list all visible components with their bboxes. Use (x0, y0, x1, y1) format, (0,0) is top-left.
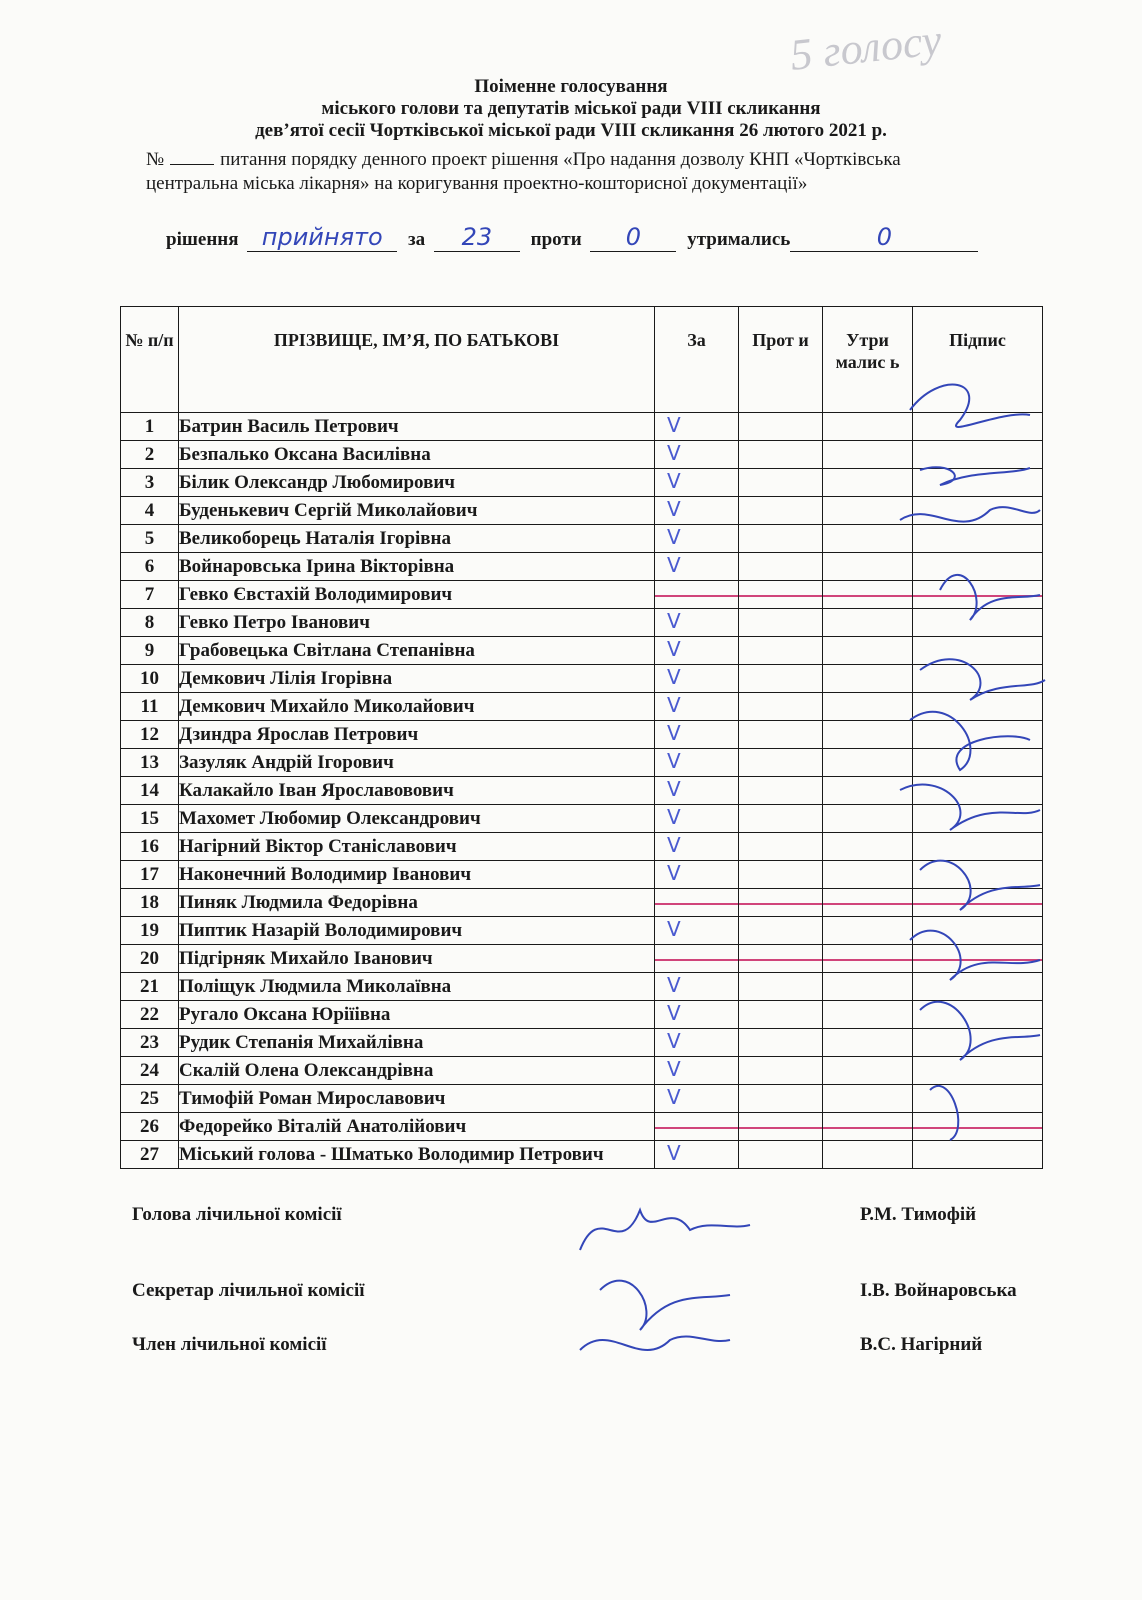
signature-cell (913, 693, 1043, 721)
row-name: Ругало Оксана Юріїівна (179, 1001, 655, 1029)
vote-tick-mark: V (667, 497, 681, 521)
item-number-prefix: № (146, 149, 165, 170)
row-number: 8 (121, 609, 179, 637)
vote-for-cell (655, 1113, 739, 1141)
vote-against-cell (739, 1085, 823, 1113)
row-number: 9 (121, 637, 179, 665)
vote-tick-mark: V (667, 973, 681, 997)
row-name: Наконечний Володимир Іванович (179, 861, 655, 889)
vote-abstain-cell (823, 441, 913, 469)
row-name: Калакайло Іван Ярославовович (179, 777, 655, 805)
agenda-item-text-1: питання порядку денного проект рішення «Про надання дозволу КНП «Чортківська (220, 149, 901, 170)
vote-against-cell (739, 693, 823, 721)
secretary-label: Секретар лічильної комісії (132, 1280, 365, 1301)
agenda-item (146, 148, 1086, 196)
row-number: 25 (121, 1085, 179, 1113)
vote-abstain-cell (823, 1141, 913, 1169)
vote-abstain-cell (823, 917, 913, 945)
vote-against-cell (739, 469, 823, 497)
vote-for-cell (655, 889, 739, 917)
table-row (121, 1001, 1043, 1029)
vote-tick-mark: V (667, 413, 681, 437)
signature-cell (913, 973, 1043, 1001)
vote-for-cell (655, 693, 739, 721)
vote-for-cell (655, 441, 739, 469)
vote-for-cell (655, 833, 739, 861)
vote-for-cell (655, 413, 739, 441)
row-number: 1 (121, 413, 179, 441)
vote-tick-mark: V (667, 1141, 681, 1165)
signature-cell (913, 441, 1043, 469)
absent-strike-line (823, 903, 912, 905)
signature-cell (913, 805, 1043, 833)
vote-for-cell (655, 917, 739, 945)
header-line-3: дев’ятої сесії Чортківської міської ради VIII скликання 26 лютого 2021 р. (255, 120, 887, 141)
secretary-name: І.В. Войнаровська (860, 1280, 1017, 1301)
vote-abstain-cell (823, 805, 913, 833)
signature-cell (913, 1029, 1043, 1057)
header-for: За (655, 307, 739, 413)
vote-abstain-cell (823, 609, 913, 637)
row-name: Махомет Любомир Олександрович (179, 805, 655, 833)
vote-abstain-cell (823, 693, 913, 721)
row-number: 26 (121, 1113, 179, 1141)
row-number: 7 (121, 581, 179, 609)
row-number: 20 (121, 945, 179, 973)
table-row (121, 1113, 1043, 1141)
table-row (121, 525, 1043, 553)
vote-for-cell (655, 525, 739, 553)
row-number: 12 (121, 721, 179, 749)
vote-tick-mark: V (667, 637, 681, 661)
row-number: 13 (121, 749, 179, 777)
row-name: Демкович Михайло Миколайович (179, 693, 655, 721)
table-row (121, 945, 1043, 973)
item-number-blank (170, 164, 214, 165)
vote-abstain-cell (823, 1113, 913, 1141)
vote-tick-mark: V (667, 525, 681, 549)
vote-tick-mark: V (667, 1001, 681, 1025)
vote-tick-mark: V (667, 665, 681, 689)
vote-tick-mark: V (667, 1029, 681, 1053)
header-name: ПРІЗВИЩЕ, ІМ’Я, ПО БАТЬКОВІ (179, 307, 655, 413)
table-row (121, 441, 1043, 469)
vote-for-cell (655, 945, 739, 973)
absent-strike-line (823, 959, 912, 961)
agenda-item-text-2: центральна міська лікарня» на коригування проектно-кошторисної документації» (146, 173, 808, 194)
vote-tick-mark: V (667, 609, 681, 633)
table-row (121, 413, 1043, 441)
table-header-row (121, 307, 1043, 413)
row-number: 22 (121, 1001, 179, 1029)
commission-signatures-scribble-icon (560, 1180, 760, 1380)
signature-cell (913, 1141, 1043, 1169)
vote-abstain-cell (823, 525, 913, 553)
vote-for-cell (655, 1001, 739, 1029)
vote-against-cell (739, 413, 823, 441)
member-name: В.С. Нагірний (860, 1334, 983, 1355)
vote-abstain-cell (823, 497, 913, 525)
vote-table (120, 306, 1043, 1169)
vote-tick-mark: V (667, 1057, 681, 1081)
vote-tick-mark: V (667, 693, 681, 717)
vote-for-cell (655, 777, 739, 805)
row-number: 18 (121, 889, 179, 917)
header-signature: Підпис (913, 307, 1043, 413)
vote-abstain-cell (823, 777, 913, 805)
signature-cell (913, 917, 1043, 945)
signature-cell (913, 861, 1043, 889)
chair-name: Р.М. Тимофій (860, 1204, 977, 1225)
row-name: Тимофій Роман Мирославович (179, 1085, 655, 1113)
vote-against-cell (739, 917, 823, 945)
signature-cell (913, 581, 1043, 609)
vote-for-cell (655, 805, 739, 833)
vote-abstain-cell (823, 553, 913, 581)
row-name: Дзиндра Ярослав Петрович (179, 721, 655, 749)
row-number: 27 (121, 1141, 179, 1169)
vote-against-cell (739, 609, 823, 637)
vote-against-cell (739, 889, 823, 917)
row-number: 16 (121, 833, 179, 861)
table-row (121, 637, 1043, 665)
vote-against-cell (739, 973, 823, 1001)
vote-tick-mark: V (667, 749, 681, 773)
table-row (121, 1085, 1043, 1113)
member-label: Член лічильної комісії (132, 1334, 327, 1355)
absent-strike-line (823, 1127, 912, 1129)
signature-cell (913, 1001, 1043, 1029)
vote-against-cell (739, 1057, 823, 1085)
signature-cell (913, 525, 1043, 553)
table-row (121, 721, 1043, 749)
vote-against-cell (739, 525, 823, 553)
row-number: 11 (121, 693, 179, 721)
vote-abstain-cell (823, 945, 913, 973)
row-number: 4 (121, 497, 179, 525)
handwritten-corner-note: 5 голосу (787, 15, 944, 80)
signature-cell (913, 833, 1043, 861)
row-name: Демкович Лілія Ігорівна (179, 665, 655, 693)
absent-strike-line (913, 903, 1042, 905)
signature-cell (913, 1085, 1043, 1113)
vote-abstain-cell (823, 833, 913, 861)
row-name: Пиптик Назарій Володимирович (179, 917, 655, 945)
row-name: Білик Олександр Любомирович (179, 469, 655, 497)
row-name: Нагірний Віктор Станіславович (179, 833, 655, 861)
absent-strike-line (913, 1127, 1042, 1129)
absent-strike-line (655, 903, 738, 905)
table-row (121, 805, 1043, 833)
vote-abstain-cell (823, 889, 913, 917)
row-name: Гевко Петро Іванович (179, 609, 655, 637)
against-label: проти (530, 229, 582, 250)
vote-for-cell (655, 497, 739, 525)
vote-against-cell (739, 1113, 823, 1141)
vote-against-cell (739, 777, 823, 805)
vote-against-cell (739, 581, 823, 609)
vote-against-cell (739, 497, 823, 525)
absent-strike-line (823, 595, 912, 597)
signature-cell (913, 749, 1043, 777)
vote-tick-mark: V (667, 441, 681, 465)
signature-cell (913, 945, 1043, 973)
for-label: за (408, 229, 426, 250)
vote-tick-mark: V (667, 861, 681, 885)
table-row (121, 581, 1043, 609)
document-header (0, 76, 1142, 142)
chair-label: Голова лічильної комісії (132, 1204, 342, 1225)
signature-cell (913, 1113, 1043, 1141)
row-name: Пиняк Людмила Федорівна (179, 889, 655, 917)
vote-abstain-cell (823, 581, 913, 609)
row-name: Грабовецька Світлана Степанівна (179, 637, 655, 665)
signature-cell (913, 469, 1043, 497)
vote-tick-mark: V (667, 469, 681, 493)
row-name: Батрин Василь Петрович (179, 413, 655, 441)
row-name: Великоборець Наталія Ігорівна (179, 525, 655, 553)
header-line-2: міського голови та депутатів міської ради VIII скликання (321, 98, 821, 119)
signature-cell (913, 665, 1043, 693)
for-value: 23 (434, 223, 520, 252)
absent-strike-line (655, 959, 738, 961)
row-number: 17 (121, 861, 179, 889)
vote-for-cell (655, 1141, 739, 1169)
vote-tick-mark: V (667, 1085, 681, 1109)
table-row (121, 889, 1043, 917)
table-row (121, 777, 1043, 805)
signature-cell (913, 889, 1043, 917)
header-against: Прот и (739, 307, 823, 413)
vote-against-cell (739, 1001, 823, 1029)
vote-abstain-cell (823, 721, 913, 749)
vote-against-cell (739, 1141, 823, 1169)
table-row (121, 1141, 1043, 1169)
row-name: Безпалько Оксана Василівна (179, 441, 655, 469)
header-num: № п/п (121, 307, 179, 413)
signature-cell (913, 609, 1043, 637)
row-number: 6 (121, 553, 179, 581)
row-name: Міський голова - Шматько Володимир Петрович (179, 1141, 655, 1169)
vote-for-cell (655, 665, 739, 693)
table-row (121, 665, 1043, 693)
vote-against-cell (739, 665, 823, 693)
signature-cell (913, 413, 1043, 441)
vote-against-cell (739, 721, 823, 749)
decision-line (166, 223, 984, 252)
vote-abstain-cell (823, 1057, 913, 1085)
table-row (121, 1057, 1043, 1085)
table-row (121, 609, 1043, 637)
row-name: Буденькевич Сергій Миколайович (179, 497, 655, 525)
vote-for-cell (655, 749, 739, 777)
row-name: Підгірняк Михайло Іванович (179, 945, 655, 973)
vote-abstain-cell (823, 749, 913, 777)
row-number: 15 (121, 805, 179, 833)
row-number: 24 (121, 1057, 179, 1085)
absent-strike-line (739, 595, 822, 597)
row-number: 10 (121, 665, 179, 693)
row-name: Войнаровська Ірина Вікторівна (179, 553, 655, 581)
table-row (121, 469, 1043, 497)
table-row (121, 693, 1043, 721)
table-row (121, 861, 1043, 889)
abstain-label: утримались (687, 229, 791, 250)
absent-strike-line (655, 1127, 738, 1129)
against-value: 0 (590, 223, 676, 252)
vote-for-cell (655, 1029, 739, 1057)
absent-strike-line (739, 1127, 822, 1129)
vote-tick-mark: V (667, 553, 681, 577)
vote-for-cell (655, 637, 739, 665)
row-number: 19 (121, 917, 179, 945)
table-row (121, 973, 1043, 1001)
decision-label: рішення (166, 229, 239, 250)
header-line-1: Поіменне голосування (474, 76, 668, 97)
vote-abstain-cell (823, 637, 913, 665)
vote-against-cell (739, 833, 823, 861)
vote-tick-mark: V (667, 833, 681, 857)
vote-for-cell (655, 469, 739, 497)
absent-strike-line (739, 903, 822, 905)
table-row (121, 497, 1043, 525)
header-abstain: Утри малис ь (823, 307, 913, 413)
row-number: 2 (121, 441, 179, 469)
vote-abstain-cell (823, 1001, 913, 1029)
table-row (121, 833, 1043, 861)
vote-tick-mark: V (667, 721, 681, 745)
absent-strike-line (739, 959, 822, 961)
table-row (121, 553, 1043, 581)
vote-against-cell (739, 637, 823, 665)
absent-strike-line (913, 959, 1042, 961)
vote-for-cell (655, 1085, 739, 1113)
vote-abstain-cell (823, 1085, 913, 1113)
vote-abstain-cell (823, 469, 913, 497)
row-name: Скалій Олена Олександрівна (179, 1057, 655, 1085)
vote-for-cell (655, 861, 739, 889)
row-number: 21 (121, 973, 179, 1001)
row-name: Поліщук Людмила Миколаївна (179, 973, 655, 1001)
signature-cell (913, 1057, 1043, 1085)
vote-tick-mark: V (667, 805, 681, 829)
vote-for-cell (655, 1057, 739, 1085)
vote-abstain-cell (823, 973, 913, 1001)
abstain-value: 0 (790, 223, 978, 252)
vote-for-cell (655, 721, 739, 749)
row-name: Рудик Степанія Михайлівна (179, 1029, 655, 1057)
row-name: Зазуляк Андрій Ігорович (179, 749, 655, 777)
signature-cell (913, 497, 1043, 525)
vote-for-cell (655, 973, 739, 1001)
vote-against-cell (739, 441, 823, 469)
row-number: 23 (121, 1029, 179, 1057)
vote-against-cell (739, 553, 823, 581)
vote-tick-mark: V (667, 777, 681, 801)
row-name: Федорейко Віталій Анатолійович (179, 1113, 655, 1141)
vote-for-cell (655, 581, 739, 609)
vote-for-cell (655, 553, 739, 581)
vote-against-cell (739, 749, 823, 777)
vote-against-cell (739, 861, 823, 889)
absent-strike-line (655, 595, 738, 597)
table-row (121, 917, 1043, 945)
vote-abstain-cell (823, 861, 913, 889)
row-name: Гевко Євстахій Володимирович (179, 581, 655, 609)
signature-cell (913, 553, 1043, 581)
vote-abstain-cell (823, 1029, 913, 1057)
vote-abstain-cell (823, 665, 913, 693)
absent-strike-line (913, 595, 1042, 597)
table-row (121, 1029, 1043, 1057)
signature-cell (913, 637, 1043, 665)
signature-cell (913, 721, 1043, 749)
vote-abstain-cell (823, 413, 913, 441)
row-number: 3 (121, 469, 179, 497)
vote-against-cell (739, 805, 823, 833)
decision-value: прийнято (247, 223, 397, 252)
row-number: 14 (121, 777, 179, 805)
signature-cell (913, 777, 1043, 805)
vote-against-cell (739, 945, 823, 973)
vote-for-cell (655, 609, 739, 637)
row-number: 5 (121, 525, 179, 553)
table-row (121, 749, 1043, 777)
vote-tick-mark: V (667, 917, 681, 941)
vote-against-cell (739, 1029, 823, 1057)
